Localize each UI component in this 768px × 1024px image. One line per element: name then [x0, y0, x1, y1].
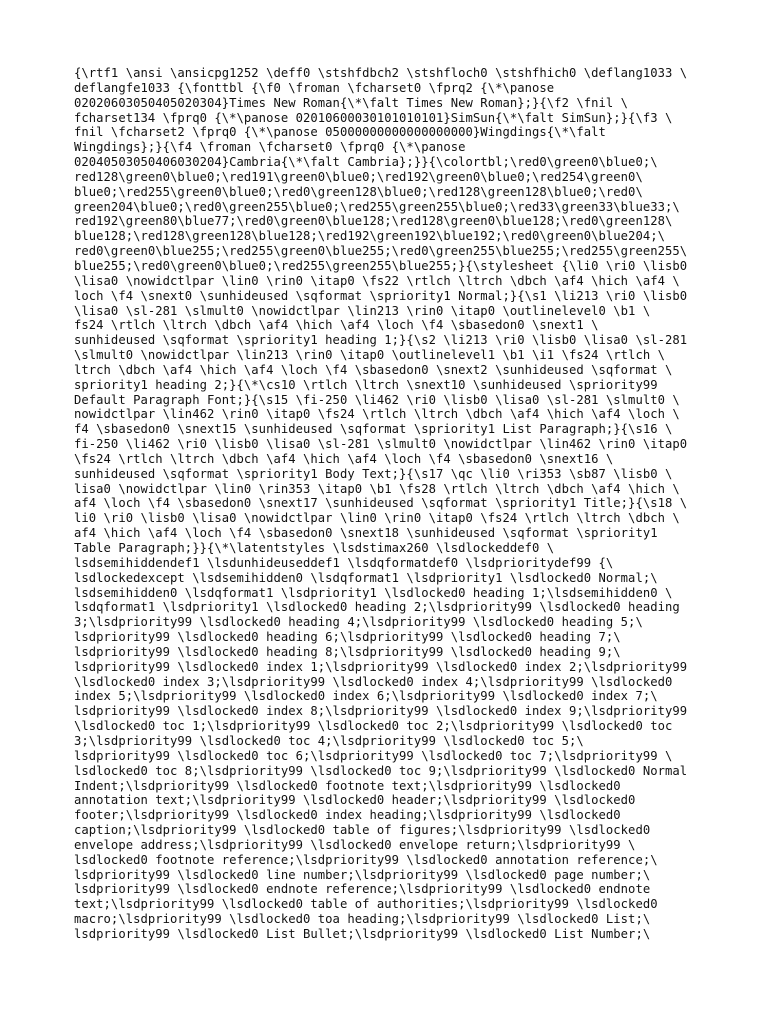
text-line: af4 \hich \af4 \loch \f4 \sbasedon0 \snext18 \sunhideused \sqformat \spriority1	[74, 526, 658, 541]
text-line: lisa0 \nowidctlpar \lin0 \rin353 \itap0 \b1 \fs28 \rtlch \ltrch \dbch \af4 \hich \	[74, 481, 680, 496]
text-line: Wingdings};}{\f4 \froman \fcharset0 \fprq0 {\*\panose	[74, 140, 466, 155]
text-line: lsdsemihiddendef1 \lsdunhideuseddef1 \lsdqformatdef0 \lsdprioritydef99 {\	[74, 555, 614, 570]
text-line: \slmult0 \nowidctlpar \lin213 \rin0 \itap0 \outlinelevel1 \b1 \i1 \fs24 \rtlch \	[74, 348, 665, 363]
text-line: deflangfe1033 {\fonttbl {\f0 \froman \fcharset0 \fprq2 {\*\panose	[74, 80, 555, 95]
text-line: caption;\lsdpriority99 \lsdlocked0 table of figures;\lsdpriority99 \lsdlocked0	[74, 823, 651, 838]
text-line: index 5;\lsdpriority99 \lsdlocked0 index 6;\lsdpriority99 \lsdlocked0 index 7;\	[74, 689, 658, 704]
text-line: \fs24 \rtlch \ltrch \dbch \af4 \hich \af4 \loch \f4 \sbasedon0 \snext16 \	[74, 451, 614, 466]
text-line: red192\green80\blue77;\red0\green0\blue128;\red128\green0\blue128;\red0\green128\	[74, 214, 673, 229]
text-line: fcharset134 \fprq0 {\*\panose 02010600030101010101}SimSun{\*\falt SimSun};}{\f3 \	[74, 110, 673, 125]
text-line: text;\lsdpriority99 \lsdlocked0 table of authorities;\lsdpriority99 \lsdlocked0	[74, 897, 658, 912]
text-line: \lsdlocked0 toc 1;\lsdpriority99 \lsdlocked0 toc 2;\lsdpriority99 \lsdlocked0 toc	[74, 719, 673, 734]
text-line: 02040503050406030204}Cambria{\*\falt Cambria};}}{\colortbl;\red0\green0\blue0;\	[74, 155, 658, 170]
text-line: lsdqformat1 \lsdpriority1 \lsdlocked0 heading 2;\lsdpriority99 \lsdlocked0 heading	[74, 600, 680, 615]
text-line: footer;\lsdpriority99 \lsdlocked0 index heading;\lsdpriority99 \lsdlocked0	[74, 808, 621, 823]
text-line: lsdpriority99 \lsdlocked0 index 1;\lsdpriority99 \lsdlocked0 index 2;\lsdpriority99	[74, 659, 688, 674]
text-line: 3;\lsdpriority99 \lsdlocked0 heading 4;\lsdpriority99 \lsdlocked0 heading 5;\	[74, 615, 643, 630]
text-line: fs24 \rtlch \ltrch \dbch \af4 \hich \af4 \loch \f4 \sbasedon0 \snext1 \	[74, 318, 599, 333]
text-line: red0\green0\blue255;\red255\green0\blue255;\red0\green255\blue255;\red255\green255\	[74, 244, 688, 259]
text-line: lsdpriority99 \lsdlocked0 endnote reference;\lsdpriority99 \lsdlocked0 endnote	[74, 882, 651, 897]
text-line: lsdsemihidden0 \lsdqformat1 \lsdpriority1 \lsdlocked0 heading 1;\lsdsemihidden0 \	[74, 585, 673, 600]
text-line: sunhideused \sqformat \spriority1 heading 1;}{\s2 \li213 \ri0 \lisb0 \lisa0 \sl-281	[74, 333, 688, 348]
text-line: green204\blue0;\red0\green255\blue0;\red255\green255\blue0;\red33\green33\blue33;\	[74, 199, 680, 214]
text-line: spriority1 heading 2;}{\*\cs10 \rtlch \ltrch \snext10 \sunhideused \spriority99	[74, 377, 658, 392]
text-line: annotation text;\lsdpriority99 \lsdlocked0 header;\lsdpriority99 \lsdlocked0	[74, 793, 636, 808]
text-line: lsdpriority99 \lsdlocked0 heading 6;\lsdpriority99 \lsdlocked0 heading 7;\	[74, 630, 621, 645]
text-line: \lsdlocked0 index 3;\lsdpriority99 \lsdlocked0 index 4;\lsdpriority99 \lsdlocked0	[74, 674, 673, 689]
text-line: blue255;\red0\green0\blue0;\red255\green255\blue255;}{\stylesheet {\li0 \ri0 \lisb0	[74, 258, 688, 273]
text-line: macro;\lsdpriority99 \lsdlocked0 toa heading;\lsdpriority99 \lsdlocked0 List;\	[74, 912, 651, 927]
text-line: \lisa0 \nowidctlpar \lin0 \rin0 \itap0 \fs22 \rtlch \ltrch \dbch \af4 \hich \af4 \	[74, 273, 680, 288]
text-line: 02020603050405020304}Times New Roman{\*\falt Times New Roman};}{\f2 \fnil \	[74, 95, 629, 110]
text-line: loch \f4 \snext0 \sunhideused \sqformat \spriority1 Normal;}{\s1 \li213 \ri0 \lisb0	[74, 288, 688, 303]
text-line: Indent;\lsdpriority99 \lsdlocked0 footnote text;\lsdpriority99 \lsdlocked0	[74, 778, 621, 793]
text-line: blue0;\red255\green0\blue0;\red0\green128\blue0;\red128\green128\blue0;\red0\	[74, 184, 643, 199]
rtf-source-text	[74, 66, 714, 942]
text-line: Table Paragraph;}}{\*\latentstyles \lsdstimax260 \lsdlockeddef0 \	[74, 541, 555, 555]
text-line: af4 \loch \f4 \sbasedon0 \snext17 \sunhideused \sqformat \spriority1 Title;}{\s18 \	[74, 496, 688, 511]
text-line: lsdpriority99 \lsdlocked0 index 8;\lsdpriority99 \lsdlocked0 index 9;\lsdpriority99	[74, 704, 688, 719]
text-line: li0 \ri0 \lisb0 \lisa0 \nowidctlpar \lin0 \rin0 \itap0 \fs24 \rtlch \ltrch \dbch \	[74, 511, 680, 526]
text-line: ltrch \dbch \af4 \hich \af4 \loch \f4 \sbasedon0 \snext2 \sunhideused \sqformat \	[74, 362, 673, 377]
text-line: lsdlocked0 footnote reference;\lsdpriority99 \lsdlocked0 annotation reference;\	[74, 852, 658, 867]
text-line: fnil \fcharset2 \fprq0 {\*\panose 05000000000000000000}Wingdings{\*\falt	[74, 125, 606, 140]
text-line: lsdpriority99 \lsdlocked0 List Bullet;\lsdpriority99 \lsdlocked0 List Number;\	[74, 926, 651, 941]
text-line: sunhideused \sqformat \spriority1 Body Text;}{\s17 \qc \li0 \ri353 \sb87 \lisb0 \	[74, 466, 673, 481]
text-line: lsdpriority99 \lsdlocked0 heading 8;\lsdpriority99 \lsdlocked0 heading 9;\	[74, 644, 621, 659]
text-line: red128\green0\blue0;\red191\green0\blue0;\red192\green0\blue0;\red254\green0\	[74, 169, 643, 184]
text-line: 3;\lsdpriority99 \lsdlocked0 toc 4;\lsdpriority99 \lsdlocked0 toc 5;\	[74, 733, 584, 748]
text-line: lsdlockedexcept \lsdsemihidden0 \lsdqformat1 \lsdpriority1 \lsdlocked0 Normal;\	[74, 570, 658, 585]
text-line: lsdpriority99 \lsdlocked0 toc 6;\lsdpriority99 \lsdlocked0 toc 7;\lsdpriority99 \	[74, 748, 673, 763]
text-line: fi-250 \li462 \ri0 \lisb0 \lisa0 \sl-281 \slmult0 \nowidctlpar \lin462 \rin0 \itap0	[74, 437, 688, 452]
text-line: \lisa0 \sl-281 \slmult0 \nowidctlpar \lin213 \rin0 \itap0 \outlinelevel0 \b1 \	[74, 303, 651, 318]
text-line: {\rtf1 \ansi \ansicpg1252 \deff0 \stshfdbch2 \stshfloch0 \stshfhich0 \deflang1033 \	[74, 66, 688, 80]
text-line: lsdpriority99 \lsdlocked0 line number;\lsdpriority99 \lsdlocked0 page number;\	[74, 867, 651, 882]
text-line: lsdlocked0 toc 8;\lsdpriority99 \lsdlocked0 toc 9;\lsdpriority99 \lsdlocked0 Normal	[74, 763, 688, 778]
text-line: envelope address;\lsdpriority99 \lsdlocked0 envelope return;\lsdpriority99 \	[74, 837, 636, 852]
text-line: blue128;\red128\green128\blue128;\red192\green192\blue192;\red0\green0\blue204;\	[74, 229, 665, 244]
text-line: nowidctlpar \lin462 \rin0 \itap0 \fs24 \rtlch \ltrch \dbch \af4 \hich \af4 \loch \	[74, 407, 680, 422]
text-line: f4 \sbasedon0 \snext15 \sunhideused \sqformat \spriority1 List Paragraph;}{\s16 \	[74, 422, 673, 437]
text-line: Default Paragraph Font;}{\s15 \fi-250 \li462 \ri0 \lisb0 \lisa0 \sl-281 \slmult0 \	[74, 392, 680, 407]
